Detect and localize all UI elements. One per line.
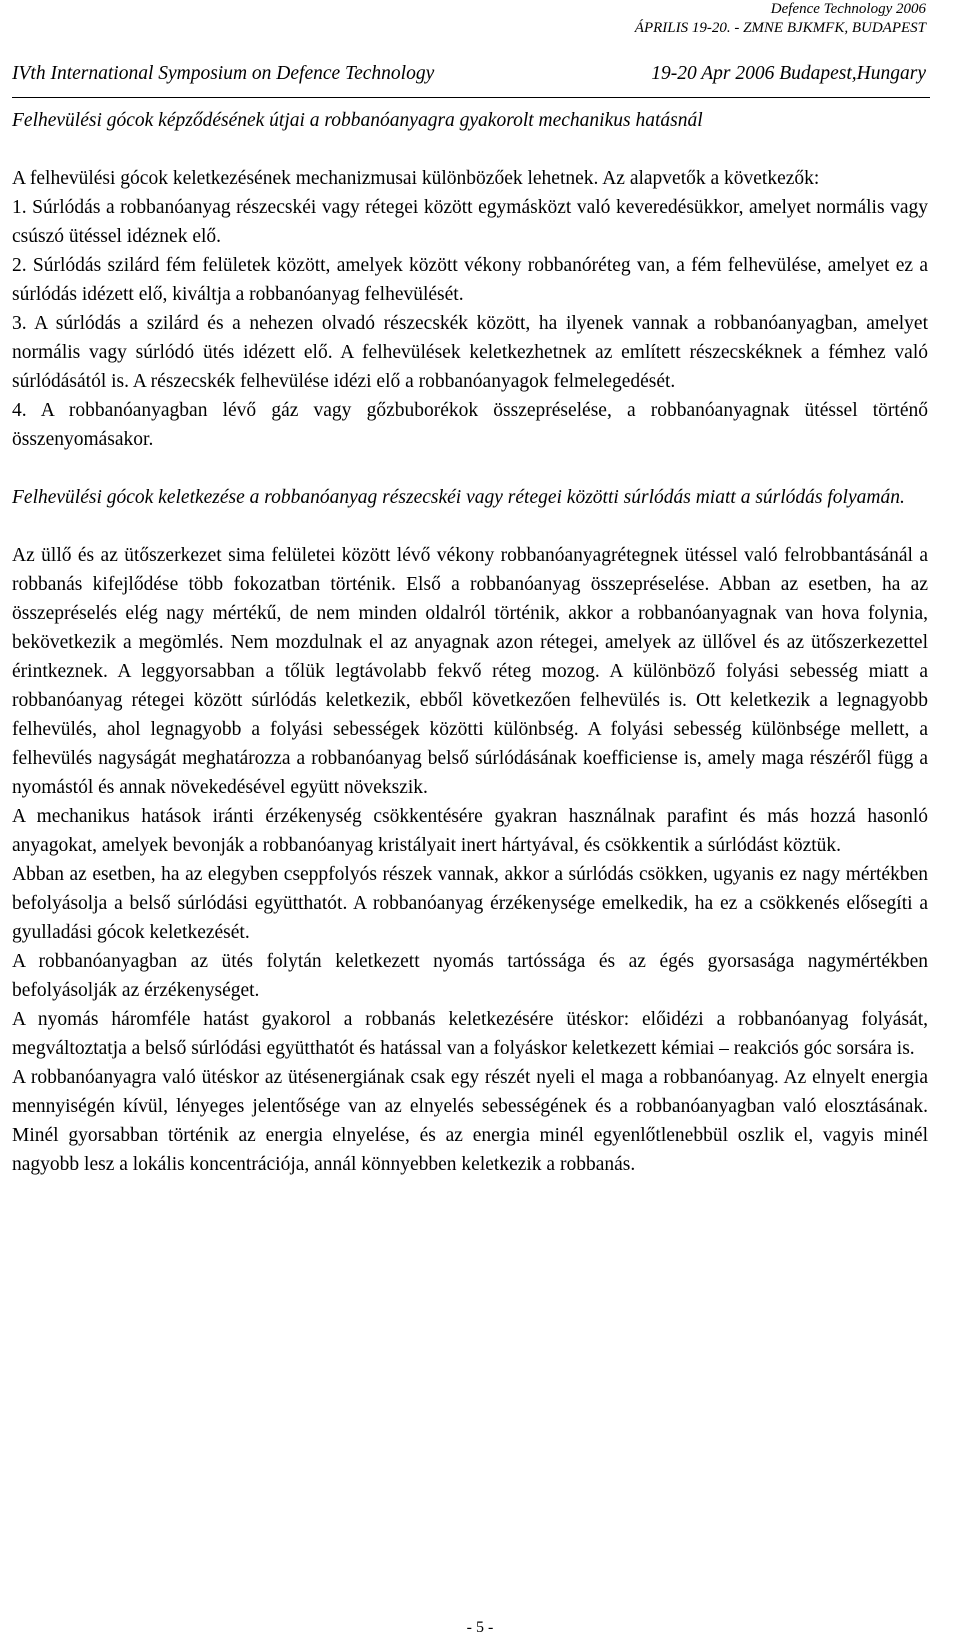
section-heading-1: Felhevülési gócok képződésének útjai a robbanóanyagra gyakorolt mechanikus hatásnál [12,110,703,131]
header-rule [12,97,930,98]
section-heading-2: Felhevülési gócok keletkezése a robbanóanyag részecskéi vagy rétegei közötti súrlódás miatt a súrlódás folyamán. [12,487,905,508]
list-item-3: 3. A súrlódás a szilárd és a nehezen olvadó részecskék között, ha ilyenek vannak a robbanóanyagban, amelyet normális vagy súrlódó ütés idézett elő. A felhevülések keletkezhetnek az említett részecskéknek a fémhez való súrlódásától is. A részecskék felhevülése idézi elő a robbanóanyagok felmelegedését. [12,313,928,392]
paragraph: A felhevülési gócok keletkezésének mechanizmusai különbözőek lehetnek. Az alapvetők a következők: [12,168,820,189]
paragraph: Az üllő és az ütőszerkezet sima felületei között lévő vékony robbanóanyagrétegnek ütéssel való felrobbantásánál a robbanás kifejlődése több fokozatban történik. Első a robbanóanyag összepréselése. Abban az esetben, ha az összepréselés elég nagy mértékű, de nem minden oldalról történik, akkor a robbanóanyagnak van hova folynia, bekövetkezik a megömlés. Nem mozdulnak el az anyagnak azon rétegei, amelyek az üllővel és az ütőszerkezettel érintkeznek. A leggyorsabban a tőlük legtávolabb fekvő réteg mozog. A különböző folyási sebesség miatt a robbanóanyag rétegei között súrlódás keletkezik, ebből következően felhevülés is. Ott keletkezik a legnagyobb felhevülés, ahol legnagyobb a folyási sebességek közötti különbség. A folyási sebesség különbsége mellett, a felhevülés nagyságát meghatározza a robbanóanyag belső súrlódásának koefficiense is, amely maga részéről függ a nyomástól és annak növekedésével együtt növekszik. [12,545,928,798]
page-number: - 5 - [466,1619,494,1636]
list-item-1: 1. Súrlódás a robbanóanyag részecskéi vagy rétegei között egymásközt való keveredésükkor, amelyet normális vagy csúszó ütéssel idéznek elő. [12,197,928,247]
symposium-title: IVth International Symposium on Defence Technology [12,63,435,84]
list-item-4: 4. A robbanóanyagban lévő gáz vagy gőzbuborékok összepréselése, a robbanóanyagnak ütéssel történő összenyomásakor. [12,400,928,450]
conference-date: ÁPRILIS 19-20. - ZMNE BJKMFK, BUDAPEST [634,20,926,36]
running-header [12,63,926,85]
symposium-date-place: 19-20 Apr 2006 Budapest,Hungary [651,63,926,84]
conference-header [635,0,926,38]
paragraph: A nyomás háromféle hatást gyakorol a robbanás keletkezésére ütéskor: előidézi a robbanóanyag folyását, megváltoztatja a belső súrlódási együtthatót és hatással van a folyáskor keletkezett kémiai – reakciós góc sorsára is. [12,1009,928,1059]
conference-name: Defence Technology 2006 [770,1,926,17]
paragraph: A robbanóanyagra való ütéskor az ütésenergiának csak egy részét nyeli el maga a robbanóanyag. Az elnyelt energia mennyiségén kívül, lényeges jelentősége van az elnyelés sebességének és a robbanóanyagban való elosztásának. Minél gyorsabban történik az energia elnyelése, és az energia minél egyenlőtlenebbül oszlik el, vagyis minél nagyobb lesz a lokális koncentrációja, annál könnyebben keletkezik a robbanás. [12,1067,928,1175]
paragraph: A mechanikus hatások iránti érzékenység csökkentésére gyakran használnak parafint és más hozzá hasonló anyagokat, amelyek bevonják a robbanóanyag kristályait inert hártyával, és csökkentik a súrlódást köztük. [12,806,928,856]
paragraph: Abban az esetben, ha az elegyben cseppfolyós részek vannak, akkor a súrlódás csökken, ugyanis ez nagy mértékben befolyásolja a belső súrlódási együtthatót. A robbanóanyag érzékenysége emelkedik, ha ez a csökkenés elősegíti a gyulladási gócok keletkezését. [12,864,928,943]
list-item-2: 2. Súrlódás szilárd fém felületek között, amelyek között vékony robbanóréteg van, a fém felhevülése, amelyet ez a súrlódás idézett elő, kiváltja a robbanóanyag felhevülését. [12,255,928,305]
paragraph: A robbanóanyagban az ütés folytán keletkezett nyomás tartóssága és az égés gyorsasága nagymértékben befolyásolják az érzékenységet. [12,951,928,1001]
page-body [12,106,928,1179]
